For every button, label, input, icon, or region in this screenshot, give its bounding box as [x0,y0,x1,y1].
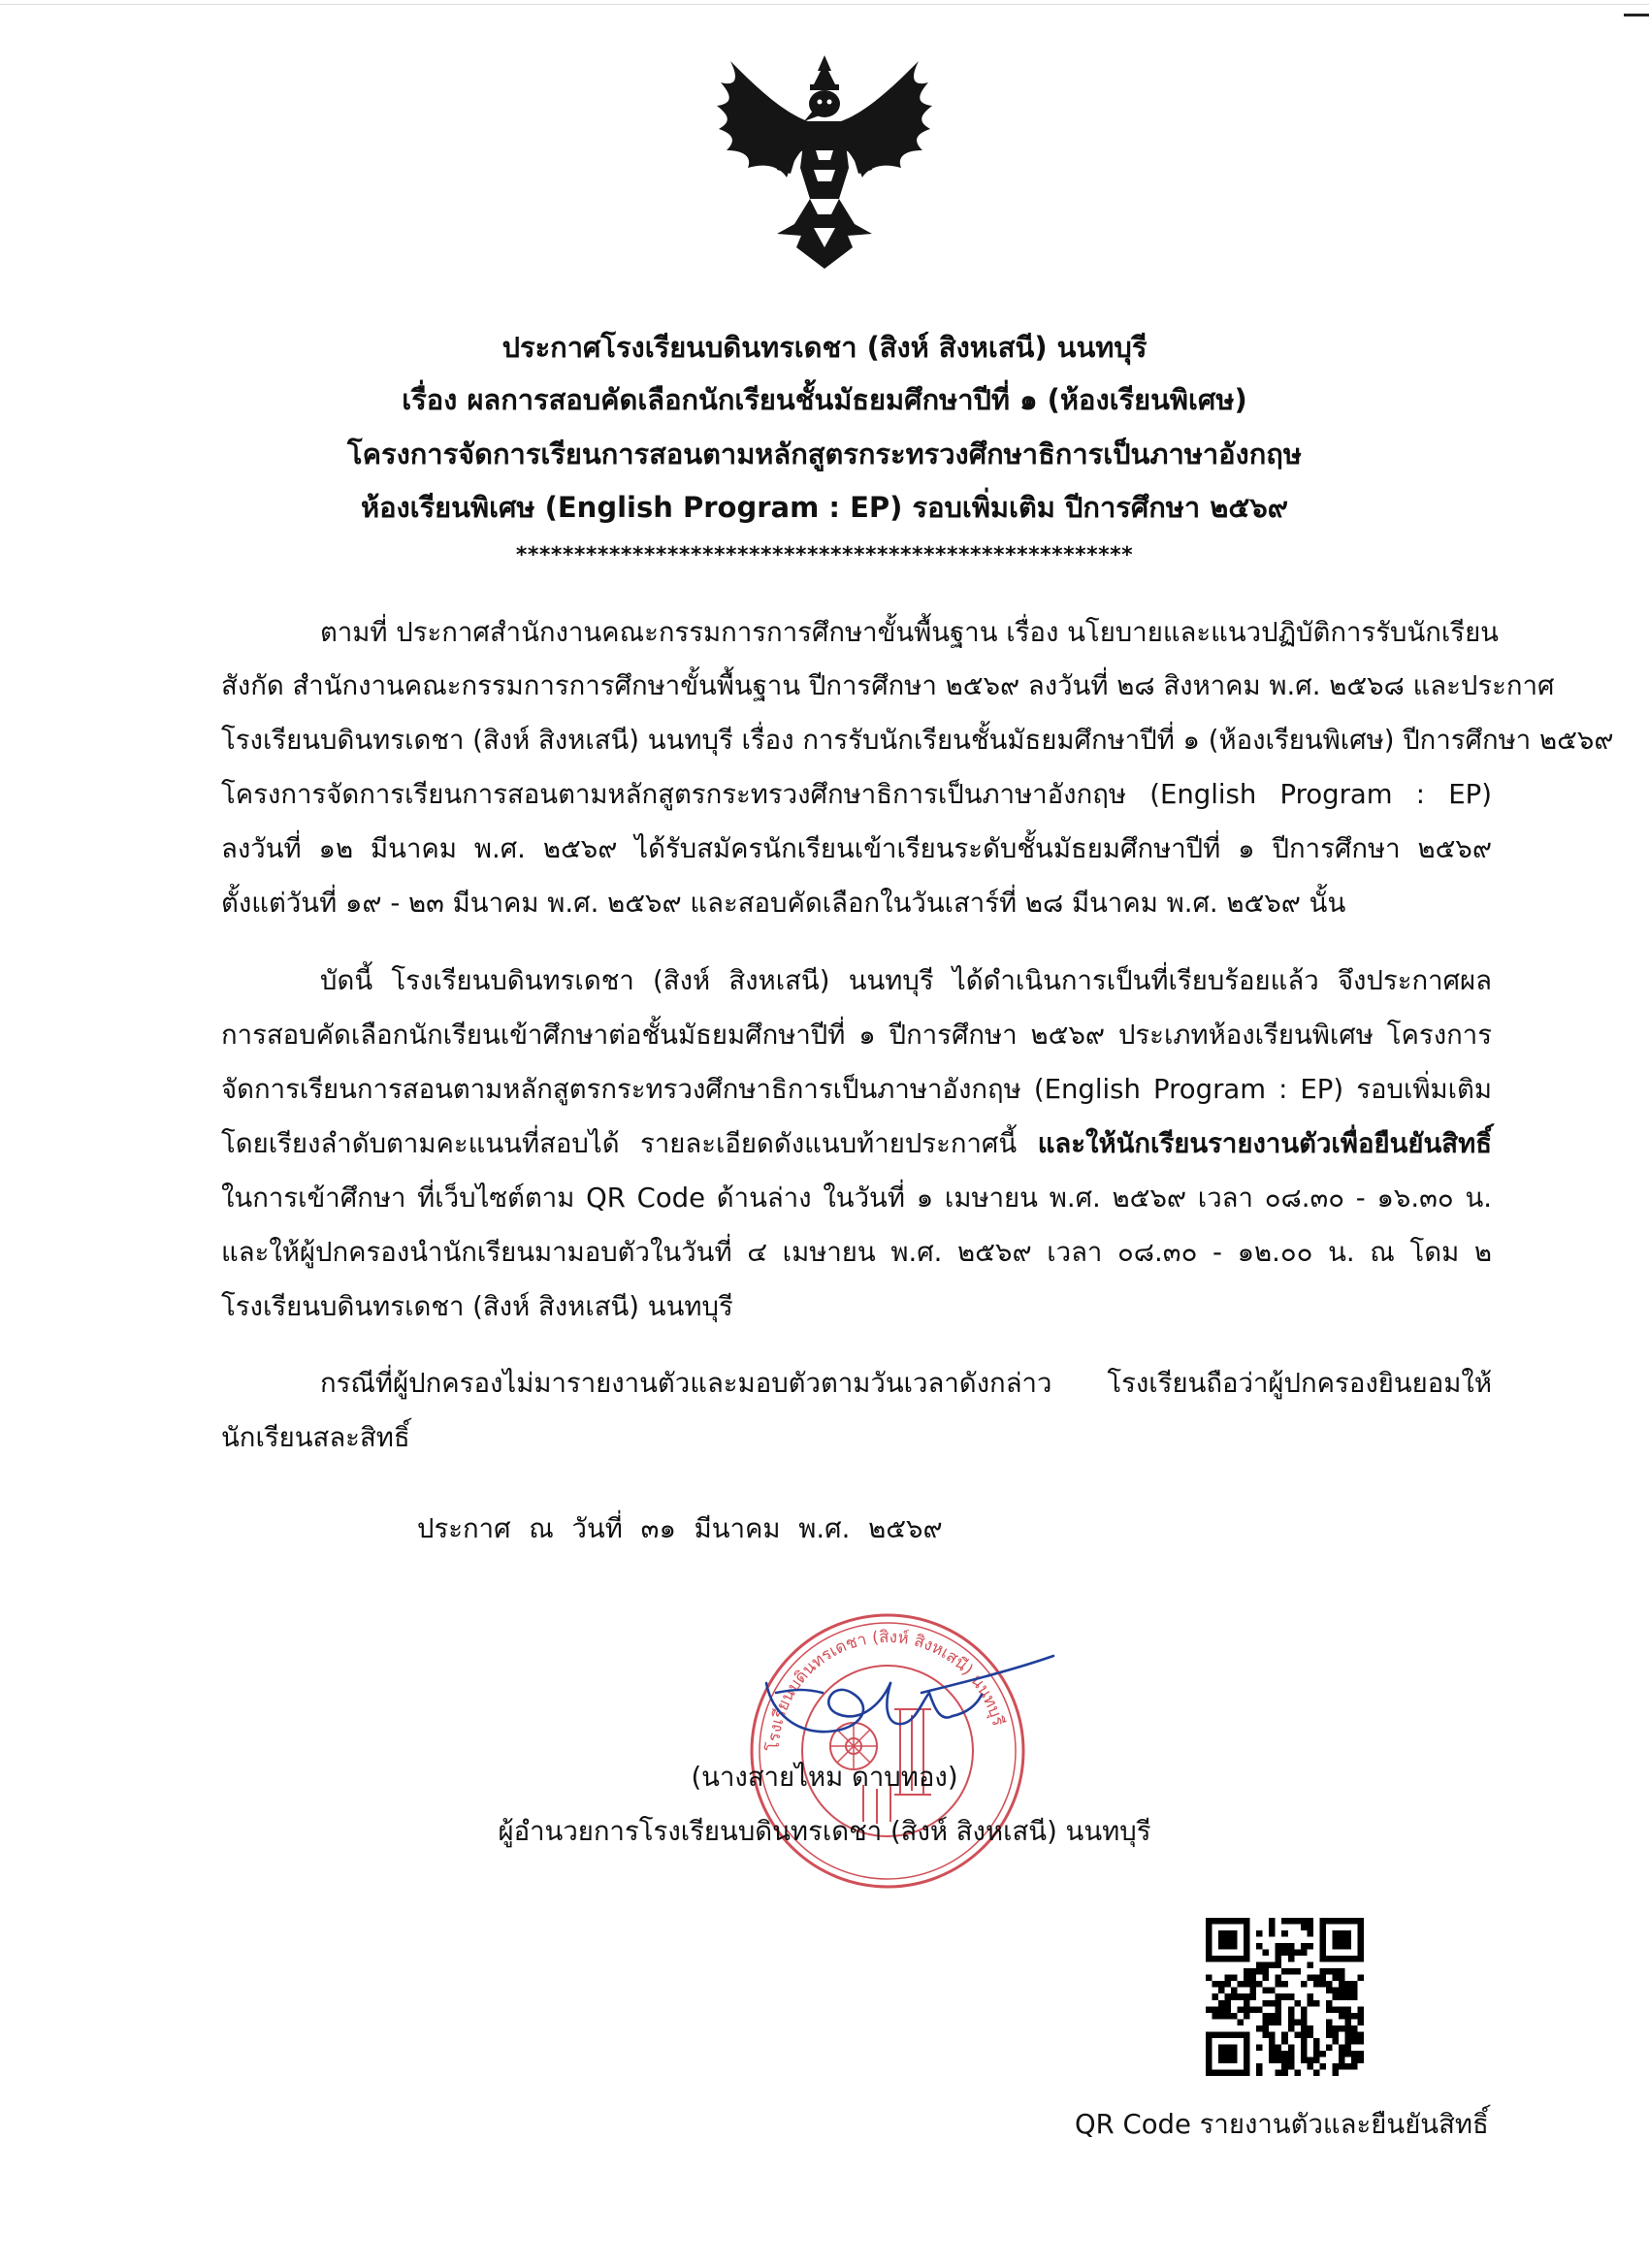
announcement-date: ประกาศ ณ วันที่ ๓๑ มีนาคม พ.ศ. ๒๕๖๙ [417,1513,943,1544]
confirm-rights-notice: และให้นักเรียนรายงานตัวเพื่อยืนยันสิทธิ์ [1037,1128,1492,1159]
paragraph-2-line: การสอบคัดเลือกนักเรียนเข้าศึกษาต่อชั้นมัธยมศึกษาปีที่ ๑ ปีการศึกษา ๒๕๖๙ ประเภทห้องเรียนพิเศษ โครงการ [221,1020,1492,1051]
announcement-subject: เรื่อง ผลการสอบคัดเลือกนักเรียนชั้นมัธยมศึกษาปีที่ ๑ (ห้องเรียนพิเศษ) [402,383,1247,416]
paragraph-2-line [221,1124,1492,1163]
paragraph-1-line: โครงการจัดการเรียนการสอนตามหลักสูตรกระทรวงศึกษาธิการเป็นภาษาอังกฤษ (English Program : EP) [221,779,1492,810]
announcement-round: ห้องเรียนพิเศษ (English Program : EP) รอบเพิ่มเติม ปีการศึกษา ๒๕๖๙ [360,491,1289,524]
paragraph-1-line: สังกัด สำนักงานคณะกรรมการการศึกษาขั้นพื้นฐาน ปีการศึกษา ๒๕๖๙ ลงวันที่ ๒๘ สิงหาคม พ.ศ. ๒๕๖๘ และประกาศ [221,670,1555,701]
paragraph-1-line: โรงเรียนบดินทรเดชา (สิงห์ สิงหเสนี) นนทบุรี เรื่อง การรับนักเรียนชั้นมัธยมศึกษาปีที่ ๑ (ห้องเรียนพิเศษ) ปีการศึกษา ๒๕๖๙ [221,725,1614,756]
scan-mark [1624,14,1649,16]
signer-name: (นางสายไหม ดาบทอง) [691,1762,958,1793]
garuda-emblem-icon [713,53,936,272]
paragraph-1-line: ตั้งแต่วันที่ ๑๙ - ๒๓ มีนาคม พ.ศ. ๒๕๖๙ และสอบคัดเลือกในวันเสาร์ที่ ๒๘ มีนาคม พ.ศ. ๒๕๖๙ นั้น [221,888,1346,919]
scan-edge [0,4,1649,5]
paragraph-1-line: ลงวันที่ ๑๒ มีนาคม พ.ศ. ๒๕๖๙ ได้รับสมัครนักเรียนเข้าเรียนระดับชั้นมัธยมศึกษาปีที่ ๑ ปีการศึกษา ๒๕๖๙ [221,833,1492,864]
separator-line: ***************************************************** [515,543,1134,567]
qr-code-icon[interactable] [1206,1918,1364,2076]
paragraph-2-text: โดยเรียงลำดับตามคะแนนที่สอบได้ รายละเอียดดังแนบท้ายประกาศนี้ [221,1128,1038,1159]
announcement-title: ประกาศโรงเรียนบดินทรเดชา (สิงห์ สิงหเสนี) นนทบุรี [501,331,1148,364]
announcement-program: โครงการจัดการเรียนการสอนตามหลักสูตรกระทรวงศึกษาธิการเป็นภาษาอังกฤษ [347,437,1302,470]
paragraph-2-line: ในการเข้าศึกษา ที่เว็บไซต์ตาม QR Code ด้านล่าง ในวันที่ ๑ เมษายน พ.ศ. ๒๕๖๙ เวลา ๐๘.๓๐ - ๑๖.๓๐ น. [221,1183,1492,1214]
paragraph-2-line: จัดการเรียนการสอนตามหลักสูตรกระทรวงศึกษาธิการเป็นภาษาอังกฤษ (English Program : EP) รอบเพิ่มเติม [221,1074,1492,1105]
paragraph-2-line: โรงเรียนบดินทรเดชา (สิงห์ สิงหเสนี) นนทบุรี [221,1291,733,1322]
qr-caption: QR Code รายงานตัวและยืนยันสิทธิ์ [1075,2109,1489,2140]
stamp-ring-text: โรงเรียนบดินทรเดชา (สิงห์ สิงหเสนี) นนทบุรี [763,1627,1008,1752]
paragraph-3-line: กรณีที่ผู้ปกครองไม่มารายงานตัวและมอบตัวตามวันเวลาดังกล่าว โรงเรียนถือว่าผู้ปกครองยินยอมให้ [320,1368,1492,1399]
signature-mark [737,1625,1057,1751]
paragraph-2-line: บัดนี้ โรงเรียนบดินทรเดชา (สิงห์ สิงหเสนี) นนทบุรี ได้ดำเนินการเป็นที่เรียบร้อยแล้ว จึงประกาศผล [320,965,1492,996]
paragraph-2-line: และให้ผู้ปกครองนำนักเรียนมามอบตัวในวันที่ ๔ เมษายน พ.ศ. ๒๕๖๙ เวลา ๐๘.๓๐ - ๑๒.๐๐ น. ณ โดม ๒ [221,1237,1492,1268]
signer-title: ผู้อำนวยการโรงเรียนบดินทรเดชา (สิงห์ สิงหเสนี) นนทบุรี [498,1816,1151,1847]
paragraph-3-line: นักเรียนสละสิทธิ์ [221,1422,410,1453]
paragraph-1-line: ตามที่ ประกาศสำนักงานคณะกรรมการการศึกษาขั้นพื้นฐาน เรื่อง นโยบายและแนวปฏิบัติการรับนักเรียน [320,617,1499,648]
